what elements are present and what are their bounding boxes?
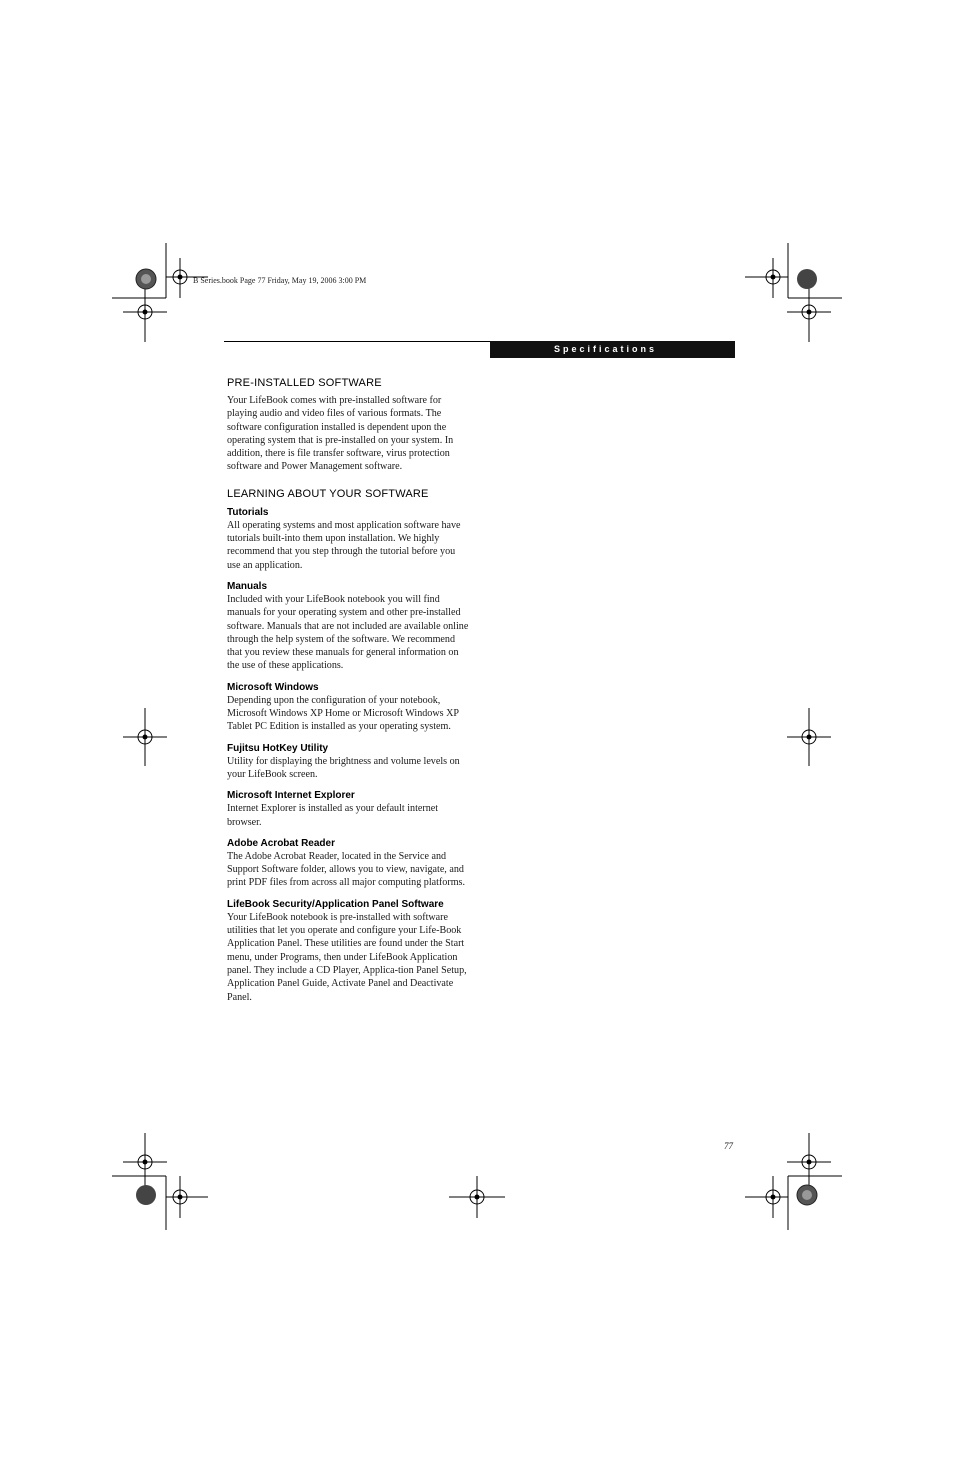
subheading-acrobat-reader: Adobe Acrobat Reader bbox=[227, 837, 335, 849]
internet-explorer-body: Internet Explorer is installed as your default internet browser. bbox=[227, 803, 439, 828]
preinstalled-body: Your LifeBook comes with pre-installed software for playing audio and video files of various formats. The software configuration installed is dependent upon the operating system that is pre-installed on your system. In addition, there is file transfer software, virus protection software and Power Management software. bbox=[227, 395, 454, 473]
security-panel-body: Your LifeBook notebook is pre-installed with software utilities that let you operate and configure your Life-Book Application Panel. These utilities are found under the Start menu, under Programs, then under LifeBook Application panel. They include a CD Player, Applica-tion Panel Setup, Application Panel Guide, Activate Panel and Deactivate Panel. bbox=[227, 911, 467, 1003]
acrobat-reader-body: The Adobe Acrobat Reader, located in the Service and Support Software folder, allows you to view, navigate, and print PDF files from across all major computing platforms. bbox=[227, 850, 466, 889]
subheading-manuals: Manuals bbox=[227, 580, 268, 592]
heading-preinstalled-software: PRE-INSTALLED SOFTWARE bbox=[227, 377, 382, 389]
section-header-bar bbox=[490, 341, 735, 358]
header-rule bbox=[224, 341, 490, 342]
print-slug: B Series.book Page 77 Friday, May 19, 2006 3:00 PM bbox=[193, 276, 367, 285]
subheading-hotkey-utility: Fujitsu HotKey Utility bbox=[227, 742, 329, 754]
manuals-body: Included with your LifeBook notebook you will find manuals for your operating system and other pre-installed software. Manuals that are not included are available online through the help system of the software. We recommend that you review these manuals for general information on the use of these applications. bbox=[227, 593, 469, 672]
subheading-tutorials: Tutorials bbox=[227, 506, 269, 518]
subheading-security-panel: LifeBook Security/Application Panel Software bbox=[227, 898, 444, 910]
section-header-label: Specifications bbox=[553, 344, 657, 354]
hotkey-utility-body: Utility for displaying the brightness and volume levels on your LifeBook screen. bbox=[227, 755, 460, 780]
heading-learning-software: LEARNING ABOUT YOUR SOFTWARE bbox=[227, 487, 429, 500]
subheading-internet-explorer: Microsoft Internet Explorer bbox=[227, 790, 355, 802]
microsoft-windows-body: Depending upon the configuration of your notebook, Microsoft Windows XP Home or Microsoft Windows XP Tablet PC Edition is installed as your operating system. bbox=[227, 694, 459, 733]
page-number: 77 bbox=[724, 1141, 733, 1151]
main-content bbox=[227, 377, 471, 1004]
subheading-microsoft-windows: Microsoft Windows bbox=[227, 681, 319, 693]
tutorials-body: All operating systems and most application software have tutorials built-into them upon installation. We highly recommend that you step through the tutorial before you use an application. bbox=[227, 519, 461, 571]
